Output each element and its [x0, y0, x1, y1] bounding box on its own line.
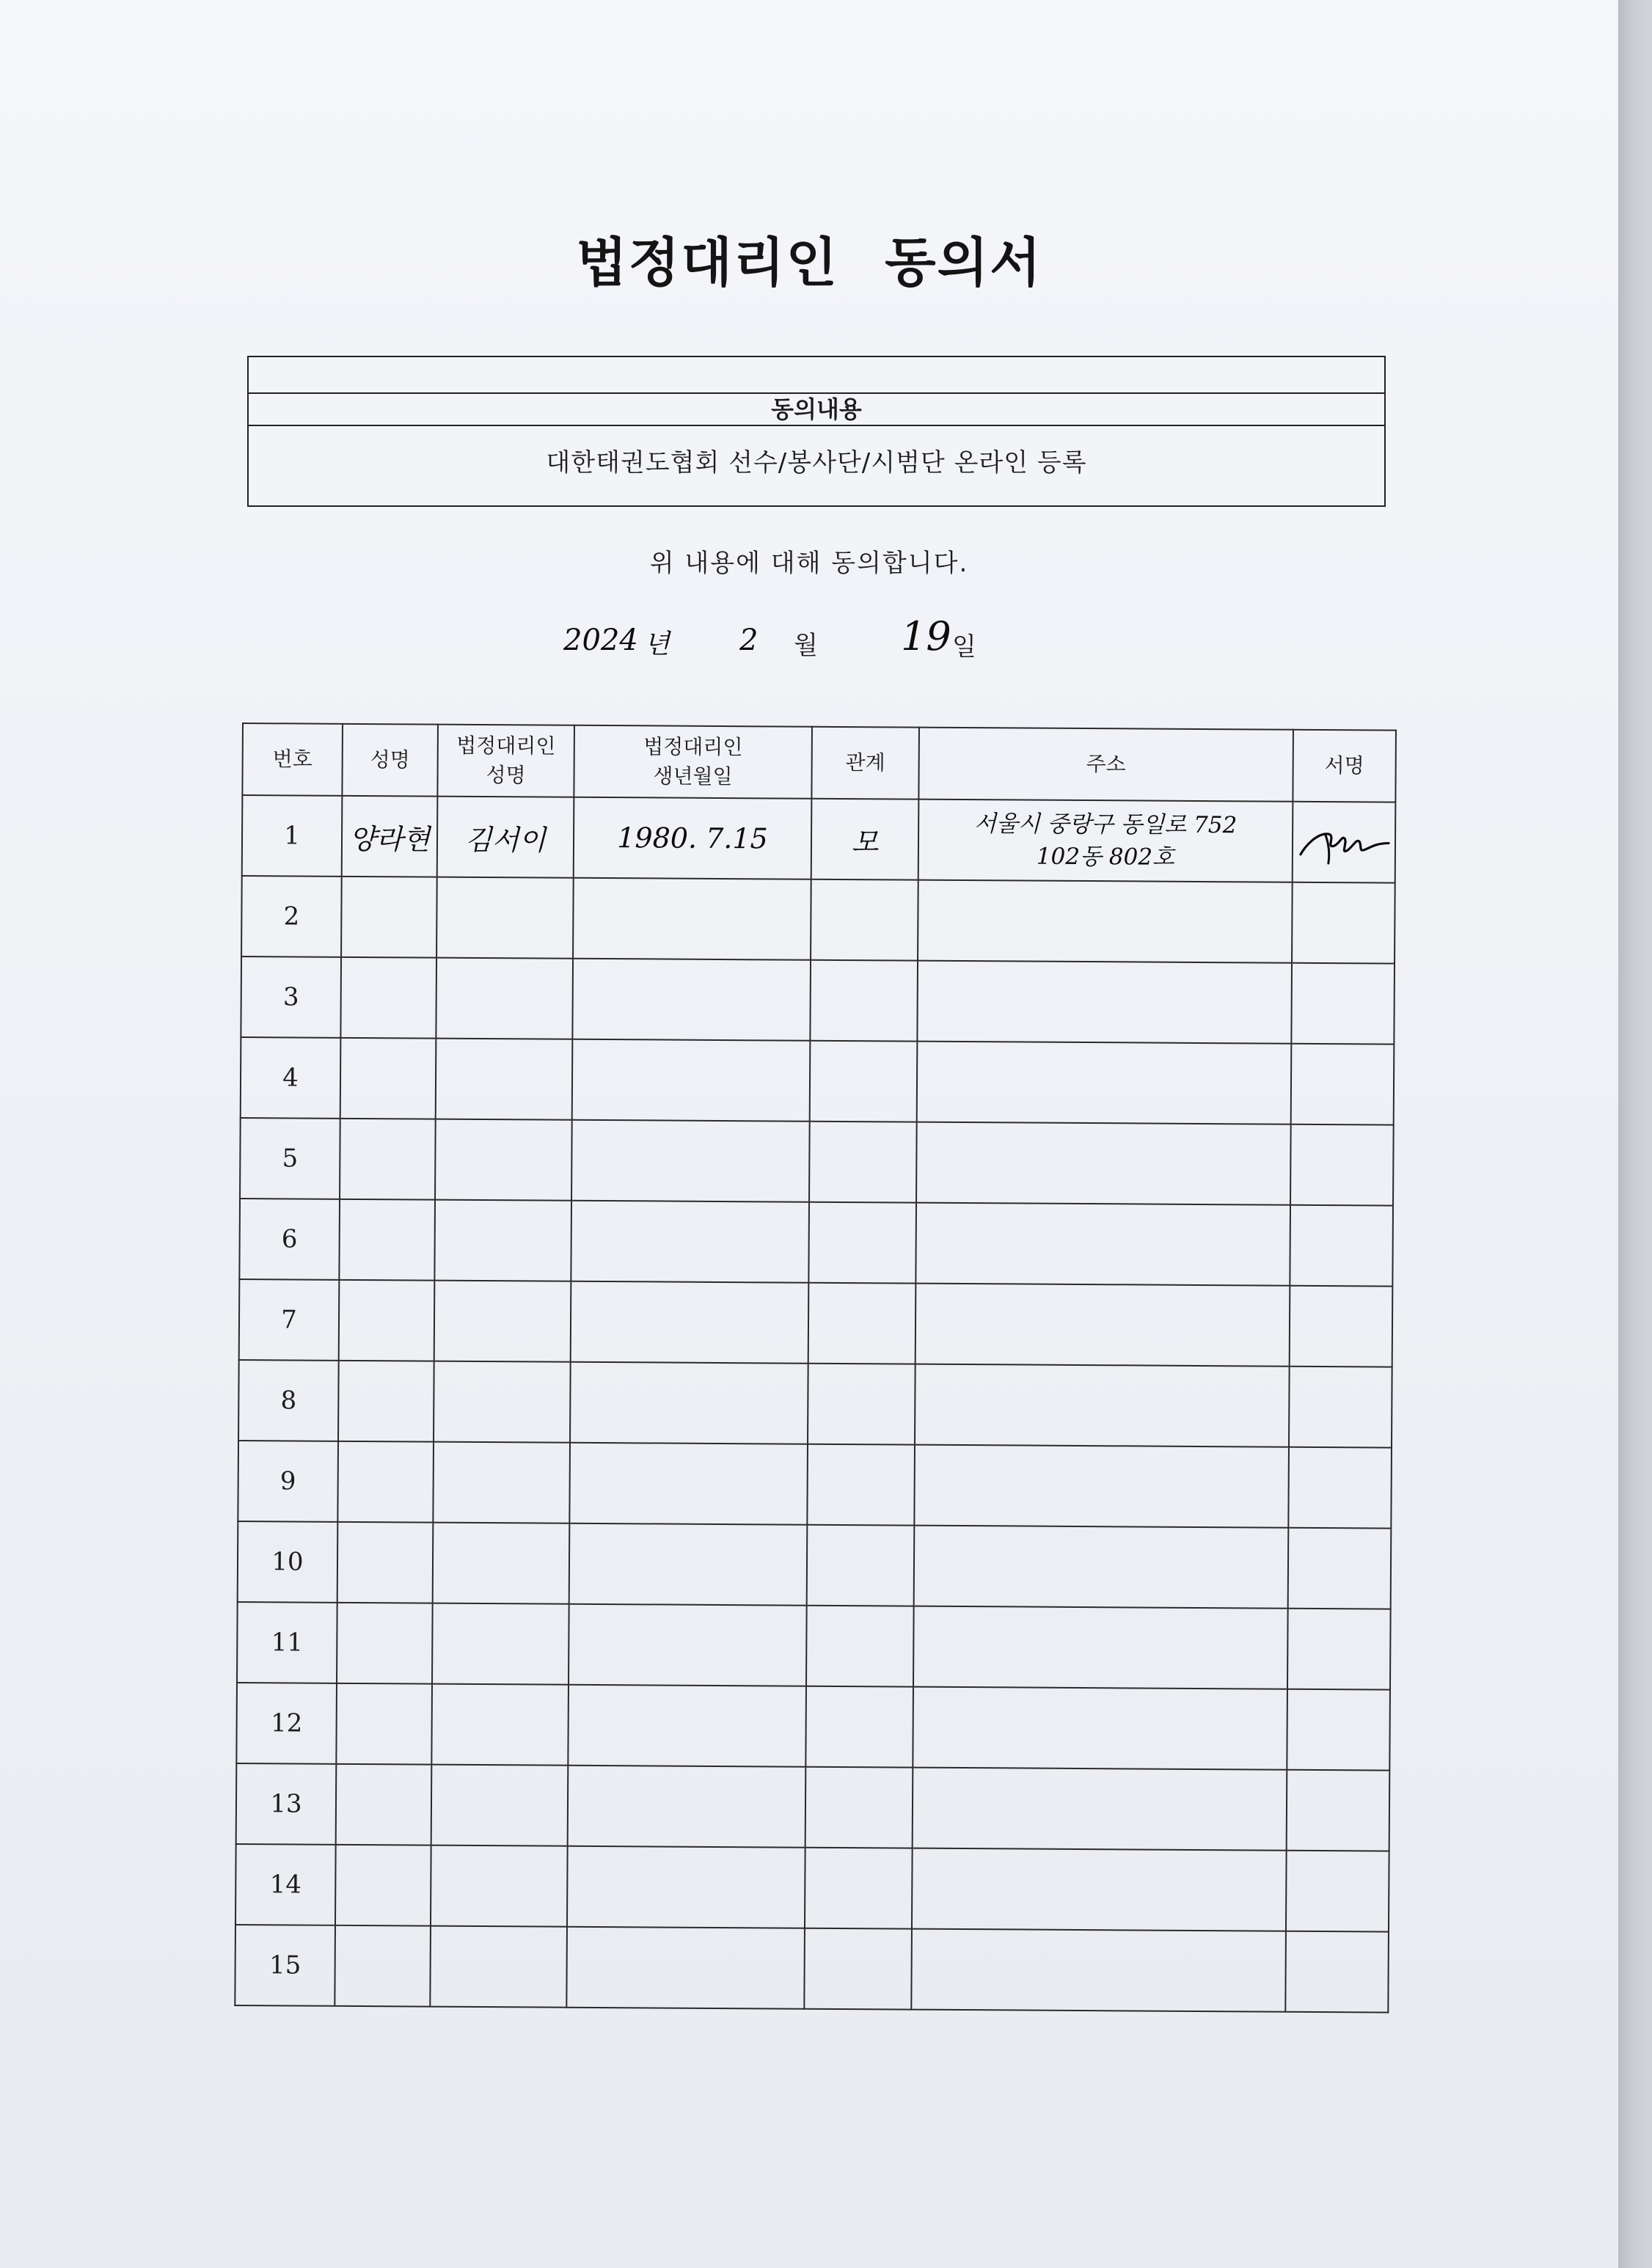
cell-no: 10 — [238, 1521, 338, 1603]
header-name: 성명 — [342, 724, 438, 797]
cell-address — [914, 1445, 1289, 1528]
table-row — [241, 876, 1395, 964]
cell-no: 8 — [238, 1360, 339, 1441]
title-word-2: 동의서 — [885, 232, 1042, 293]
cell-address — [912, 1848, 1287, 1931]
consent-box — [247, 356, 1386, 507]
cell-rep-birth — [568, 1685, 806, 1767]
cell-no: 6 — [239, 1199, 340, 1280]
cell-name — [339, 1199, 435, 1281]
cell-signature — [1290, 1286, 1393, 1367]
cell-relation — [806, 1606, 914, 1687]
cell-no: 1 — [242, 795, 343, 877]
cell-address — [913, 1687, 1287, 1770]
cell-relation — [807, 1525, 915, 1606]
table-body — [235, 795, 1395, 2013]
cell-relation — [810, 960, 918, 1042]
table-row — [238, 1521, 1392, 1609]
table-row — [239, 1279, 1393, 1367]
header-rep-name-line1: 법정대리인 — [456, 733, 556, 758]
cell-rep-name — [431, 1684, 569, 1766]
cell-address — [915, 1284, 1290, 1367]
cell-no: 13 — [236, 1763, 337, 1845]
cell-address — [918, 880, 1293, 963]
cell-relation — [808, 1202, 916, 1284]
cell-no: 7 — [239, 1279, 340, 1361]
cell-rep-birth — [570, 1362, 808, 1444]
cell-signature — [1292, 882, 1395, 964]
cell-relation — [810, 1041, 918, 1122]
header-rep-birth-line2: 생년월일 — [653, 764, 733, 789]
cell-rep-name — [431, 1765, 569, 1846]
cell-signature — [1288, 1447, 1392, 1529]
table-row — [235, 1925, 1389, 2013]
cell-relation — [811, 879, 918, 961]
table-row — [237, 1602, 1391, 1690]
cell-name — [337, 1522, 434, 1603]
cell-rep-name — [435, 1119, 572, 1201]
agreement-statement: 위 내용에 대해 동의합니다. — [649, 549, 969, 578]
cell-no: 5 — [240, 1118, 340, 1199]
table-row — [241, 956, 1395, 1045]
table-row — [239, 1199, 1393, 1287]
cell-relation: 모 — [811, 799, 919, 880]
document-title — [0, 220, 1618, 296]
header-rep-name-line2: 성명 — [486, 763, 526, 788]
cell-no: 9 — [238, 1441, 338, 1522]
cell-signature — [1285, 1931, 1389, 2013]
cell-address — [918, 800, 1293, 882]
cell-rep-name — [434, 1361, 571, 1443]
cell-name — [340, 957, 436, 1039]
header-rep-birth — [574, 725, 812, 799]
cell-address — [915, 1203, 1290, 1286]
cell-address — [916, 1122, 1291, 1205]
cell-rep-name — [431, 1846, 568, 1927]
cell-signature — [1291, 963, 1395, 1045]
date-day: 19 — [901, 613, 951, 659]
address-line1: 서울시 중랑구 동일로 752 — [973, 811, 1238, 839]
cell-signature — [1291, 1044, 1395, 1125]
page-edge-shadow — [1618, 0, 1652, 2268]
cell-no: 4 — [241, 1037, 341, 1119]
guardian-table — [234, 723, 1397, 2013]
cell-rep-birth — [571, 1201, 809, 1283]
header-signature: 서명 — [1293, 730, 1396, 802]
cell-signature — [1287, 1609, 1391, 1690]
cell-no: 14 — [235, 1844, 336, 1925]
cell-signature — [1290, 1205, 1393, 1287]
cell-rep-birth: 1980. 7.15 — [574, 797, 812, 879]
cell-name — [337, 1603, 433, 1684]
cell-no: 12 — [236, 1683, 337, 1764]
cell-rep-birth — [569, 1523, 808, 1606]
date-month: 2 — [739, 623, 759, 657]
cell-no: 11 — [237, 1602, 337, 1683]
cell-rep-name — [432, 1603, 569, 1685]
cell-rep-name — [436, 958, 573, 1039]
header-address: 주소 — [918, 728, 1293, 802]
cell-rep-birth — [572, 1039, 811, 1122]
date-year: 2024 — [563, 623, 638, 657]
cell-no: 3 — [241, 956, 341, 1038]
cell-rep-name — [433, 1523, 570, 1604]
cell-address — [913, 1768, 1287, 1851]
table-header-row — [242, 723, 1396, 802]
table-row — [238, 1441, 1392, 1529]
cell-name: 양라현 — [342, 796, 438, 877]
signature-icon — [1296, 816, 1392, 868]
address-line2: 102동 802호 — [1036, 843, 1175, 871]
cell-name — [335, 1845, 431, 1926]
table-row — [236, 1763, 1390, 1851]
cell-signature — [1293, 802, 1396, 883]
cell-relation — [808, 1283, 916, 1364]
cell-signature — [1289, 1367, 1392, 1448]
cell-rep-birth — [569, 1604, 807, 1686]
cell-address — [911, 1929, 1286, 2012]
date-year-unit: 년 — [644, 629, 670, 659]
cell-address — [917, 961, 1292, 1044]
cell-rep-name — [430, 1926, 567, 2008]
cell-rep-name — [436, 1039, 573, 1120]
cell-address — [913, 1606, 1288, 1689]
table-row — [241, 1037, 1395, 1125]
table-row — [240, 1118, 1394, 1206]
cell-relation — [805, 1767, 913, 1848]
date-month-unit: 월 — [794, 631, 818, 660]
cell-no: 2 — [241, 876, 342, 957]
cell-name — [340, 1119, 436, 1200]
cell-address — [917, 1042, 1292, 1124]
cell-name — [341, 877, 437, 958]
cell-relation — [805, 1686, 913, 1768]
header-no: 번호 — [242, 723, 343, 796]
cell-rep-birth — [573, 878, 811, 960]
consent-heading: 동의내용 — [249, 392, 1384, 426]
table-row — [242, 795, 1396, 883]
cell-signature — [1288, 1528, 1392, 1609]
header-rep-birth-line1: 법정대리인 — [643, 734, 743, 760]
cell-rep-birth — [567, 1846, 805, 1928]
cell-signature — [1287, 1770, 1390, 1851]
header-relation: 관계 — [811, 727, 919, 800]
table-row — [238, 1360, 1392, 1448]
title-word-1: 법정대리인 — [576, 232, 839, 293]
cell-rep-name — [433, 1442, 570, 1523]
header-rep-name — [437, 725, 574, 797]
date-day-unit: 일 — [952, 632, 976, 662]
cell-rep-name — [434, 1281, 571, 1362]
cell-signature — [1286, 1851, 1389, 1932]
cell-rep-name: 김서이 — [437, 797, 574, 878]
cell-rep-birth — [569, 1443, 808, 1525]
cell-address — [914, 1526, 1289, 1609]
cell-relation — [808, 1364, 915, 1445]
cell-name — [340, 1038, 436, 1119]
cell-name — [338, 1361, 434, 1442]
table-row — [236, 1683, 1390, 1771]
cell-signature — [1287, 1689, 1390, 1771]
cell-rep-birth — [571, 1281, 809, 1364]
cell-rep-birth — [571, 1120, 810, 1202]
cell-name — [339, 1280, 435, 1361]
cell-rep-name — [434, 1200, 571, 1281]
cell-relation — [809, 1122, 917, 1203]
cell-address — [915, 1364, 1290, 1447]
cell-rep-birth — [568, 1766, 806, 1848]
cell-name — [335, 1925, 431, 2007]
cell-relation — [804, 1928, 912, 2010]
cell-name — [336, 1764, 432, 1846]
cell-signature — [1290, 1124, 1394, 1206]
cell-rep-birth — [572, 959, 811, 1041]
cell-no: 15 — [235, 1925, 335, 2006]
cell-rep-name — [436, 877, 574, 959]
cell-name — [336, 1683, 432, 1765]
table-row — [235, 1844, 1389, 1932]
cell-relation — [807, 1444, 915, 1526]
cell-rep-birth — [566, 1927, 805, 2009]
consent-text: 대한태권도협회 선수/봉사단/시범단 온라인 등록 — [546, 448, 1087, 478]
cell-relation — [805, 1848, 913, 1929]
cell-name — [337, 1441, 434, 1523]
